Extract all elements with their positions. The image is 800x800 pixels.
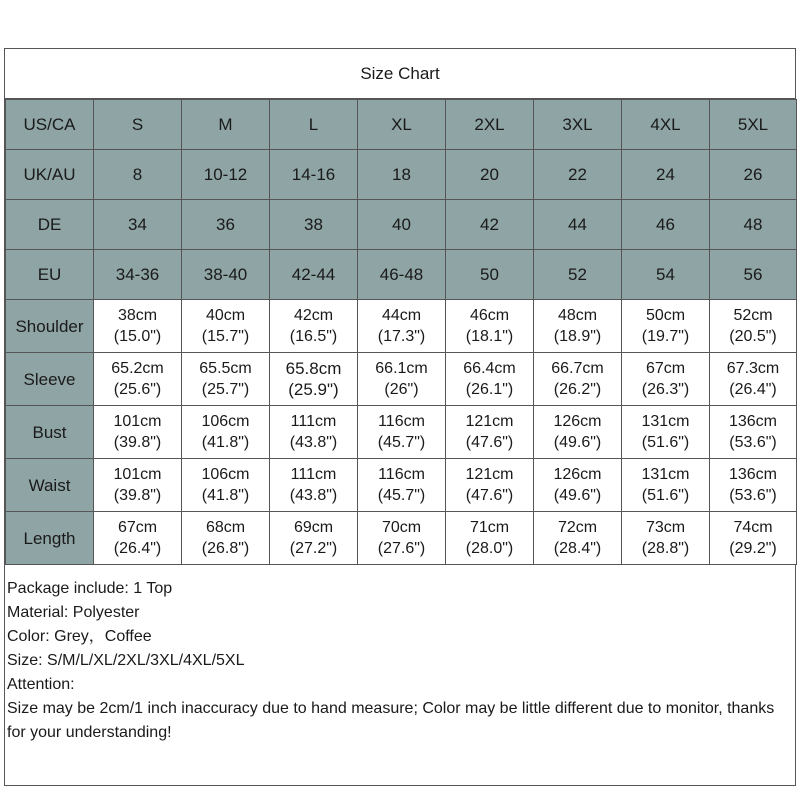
measurement-cell — [94, 353, 182, 406]
cm-value: 106cm — [201, 413, 250, 430]
cm-value: 106cm — [201, 466, 250, 483]
cm-value: 70cm — [381, 519, 422, 536]
inch-value: (51.6") — [641, 487, 690, 504]
inch-value: (15.0") — [113, 328, 162, 345]
inch-value: (26.1") — [465, 381, 514, 398]
cm-value: 65.2cm — [111, 360, 164, 377]
size-cell: 44 — [534, 200, 622, 250]
color-line: Color: Grey，Coffee — [7, 628, 152, 645]
row-label: DE — [6, 200, 94, 250]
size-cell: 36 — [182, 200, 270, 250]
cm-value: 71cm — [469, 519, 510, 536]
measurement-cell — [270, 300, 358, 353]
disclaimer-line: Size may be 2cm/1 inch inaccuracy due to hand measure; Color may be little different due to monitor, thanks for your understanding! — [7, 700, 775, 741]
size-cell: 3XL — [534, 100, 622, 150]
inch-value: (45.7") — [377, 487, 426, 504]
cm-value: 67.3cm — [726, 360, 780, 377]
size-system-row — [6, 100, 797, 150]
size-cell: 42-44 — [270, 250, 358, 300]
cm-value: 121cm — [465, 466, 514, 483]
cm-value: 116cm — [378, 413, 425, 430]
cm-value: 136cm — [728, 466, 778, 483]
inch-value: (49.6") — [553, 487, 602, 504]
inch-value: (26.4") — [113, 540, 162, 557]
size-cell: L — [270, 100, 358, 150]
inch-value: (51.6") — [641, 434, 690, 451]
inch-value: (53.6") — [729, 487, 777, 504]
package-line: Package include: 1 Top — [7, 580, 173, 597]
measurement-cell — [446, 300, 534, 353]
size-cell: 22 — [534, 150, 622, 200]
row-label: UK/AU — [6, 150, 94, 200]
size-line: Size: S/M/L/XL/2XL/3XL/4XL/5XL — [7, 652, 245, 669]
inch-value: (26.4") — [729, 381, 777, 398]
measurement-cell — [182, 300, 270, 353]
row-label: US/CA — [6, 100, 94, 150]
measurement-cell — [358, 459, 446, 512]
measurement-cell — [622, 512, 710, 565]
measurement-cell — [94, 406, 182, 459]
measurement-cell — [534, 300, 622, 353]
cm-value: 136cm — [728, 413, 778, 430]
measurement-row — [6, 459, 797, 512]
measurement-cell — [182, 459, 270, 512]
inch-value: (18.1") — [465, 328, 514, 345]
size-cell: 4XL — [622, 100, 710, 150]
size-cell: 50 — [446, 250, 534, 300]
inch-value: (28.4") — [553, 540, 602, 557]
inch-value: (25.6") — [113, 381, 162, 398]
cm-value: 74cm — [733, 519, 773, 536]
inch-value: (17.3") — [377, 328, 426, 345]
size-cell: 18 — [358, 150, 446, 200]
cm-value: 72cm — [557, 519, 598, 536]
inch-value: (19.7") — [641, 328, 690, 345]
size-cell: 48 — [710, 200, 797, 250]
inch-value: (26.3") — [641, 381, 690, 398]
measurement-cell — [358, 300, 446, 353]
measurement-cell — [534, 459, 622, 512]
measurement-cell — [94, 459, 182, 512]
inch-value: (49.6") — [553, 434, 602, 451]
cm-value: 73cm — [645, 519, 686, 536]
measurement-cell — [182, 512, 270, 565]
inch-value: (18.9") — [553, 328, 602, 345]
inch-value: (27.2") — [289, 540, 338, 557]
inch-value: (28.8") — [641, 540, 690, 557]
measurement-cell — [622, 459, 710, 512]
cm-value: 67cm — [117, 519, 158, 536]
measurement-cell — [710, 406, 797, 459]
inch-value: (25.7") — [201, 381, 250, 398]
measurement-cell — [94, 512, 182, 565]
cm-value: 131cm — [641, 413, 690, 430]
cm-value: 131cm — [641, 466, 690, 483]
size-cell: 26 — [710, 150, 797, 200]
inch-value: (43.8") — [289, 434, 338, 451]
measurement-cell — [534, 406, 622, 459]
size-chart-frame — [4, 48, 796, 786]
measurement-cell — [358, 406, 446, 459]
inch-value: (25.9") — [288, 380, 339, 399]
inch-value: (28.0") — [465, 540, 514, 557]
cm-value: 44cm — [381, 307, 422, 324]
measurement-label: Shoulder — [6, 300, 94, 353]
size-cell: 24 — [622, 150, 710, 200]
cm-value: 40cm — [205, 307, 246, 324]
size-cell: 40 — [358, 200, 446, 250]
measurement-cell — [94, 300, 182, 353]
size-cell: 42 — [446, 200, 534, 250]
size-cell: 46 — [622, 200, 710, 250]
inch-value: (39.8") — [113, 434, 162, 451]
measurement-cell — [710, 512, 797, 565]
inch-value: (41.8") — [201, 434, 250, 451]
measurement-cell — [710, 300, 797, 353]
measurement-cell — [622, 406, 710, 459]
cm-value: 101cm — [113, 466, 162, 483]
inch-value: (15.7") — [201, 328, 250, 345]
inch-value: (26") — [384, 381, 419, 398]
size-cell: 38 — [270, 200, 358, 250]
inch-value: (43.8") — [289, 487, 338, 504]
inch-value: (16.5") — [289, 328, 338, 345]
cm-value: 121cm — [465, 413, 514, 430]
size-cell: 54 — [622, 250, 710, 300]
inch-value: (20.5") — [729, 328, 777, 345]
cm-value: 126cm — [553, 466, 602, 483]
size-cell: M — [182, 100, 270, 150]
size-cell: 2XL — [446, 100, 534, 150]
size-table — [5, 99, 797, 565]
inch-value: (27.6") — [377, 540, 426, 557]
inch-value: (26.8") — [201, 540, 250, 557]
inch-value: (45.7") — [377, 434, 426, 451]
measurement-cell — [446, 353, 534, 406]
measurement-row — [6, 406, 797, 459]
cm-value: 42cm — [293, 307, 334, 324]
size-system-row — [6, 200, 797, 250]
cm-value: 66.4cm — [463, 360, 516, 377]
measurement-cell — [534, 512, 622, 565]
cm-value: 111cm — [290, 413, 337, 430]
size-chart-title: Size Chart — [5, 49, 795, 99]
cm-value: 68cm — [205, 519, 246, 536]
size-system-row — [6, 250, 797, 300]
cm-value: 126cm — [553, 413, 602, 430]
size-cell: 8 — [94, 150, 182, 200]
measurement-cell — [270, 459, 358, 512]
measurement-cell — [446, 406, 534, 459]
size-cell: 56 — [710, 250, 797, 300]
size-cell: 34 — [94, 200, 182, 250]
measurement-label: Length — [6, 512, 94, 565]
measurement-cell — [710, 353, 797, 406]
measurement-cell — [270, 512, 358, 565]
cm-value: 48cm — [557, 307, 598, 324]
inch-value: (29.2") — [729, 540, 777, 557]
cm-value: 69cm — [293, 519, 334, 536]
measurement-cell — [270, 406, 358, 459]
cm-value: 50cm — [645, 307, 686, 324]
cm-value: 65.8cm — [285, 359, 342, 378]
inch-value: (47.6") — [465, 434, 514, 451]
cm-value: 116cm — [378, 466, 425, 483]
measurement-label: Waist — [6, 459, 94, 512]
measurement-cell — [358, 353, 446, 406]
size-cell: 10-12 — [182, 150, 270, 200]
measurement-row — [6, 300, 797, 353]
size-cell: 14-16 — [270, 150, 358, 200]
measurement-cell — [710, 459, 797, 512]
measurement-cell — [446, 512, 534, 565]
row-label: EU — [6, 250, 94, 300]
size-cell: 46-48 — [358, 250, 446, 300]
measurement-cell — [534, 353, 622, 406]
measurement-cell — [182, 353, 270, 406]
measurement-label: Bust — [6, 406, 94, 459]
cm-value: 101cm — [113, 413, 162, 430]
cm-value: 66.1cm — [375, 360, 428, 377]
measurement-cell — [622, 300, 710, 353]
size-cell: 5XL — [710, 100, 797, 150]
cm-value: 67cm — [645, 360, 686, 377]
inch-value: (53.6") — [729, 434, 777, 451]
size-cell: 34-36 — [94, 250, 182, 300]
size-cell: XL — [358, 100, 446, 150]
product-notes — [7, 577, 787, 745]
inch-value: (39.8") — [113, 487, 162, 504]
size-cell: 20 — [446, 150, 534, 200]
inch-value: (47.6") — [465, 487, 514, 504]
measurement-cell — [182, 406, 270, 459]
size-cell: 38-40 — [182, 250, 270, 300]
cm-value: 111cm — [290, 466, 337, 483]
attention-line: Attention: — [7, 676, 75, 693]
measurement-row — [6, 512, 797, 565]
measurement-cell — [358, 512, 446, 565]
measurement-cell — [270, 353, 358, 406]
inch-value: (26.2") — [553, 381, 602, 398]
size-system-row — [6, 150, 797, 200]
cm-value: 38cm — [117, 307, 158, 324]
material-line: Material: Polyester — [7, 604, 140, 621]
measurement-row — [6, 353, 797, 406]
measurement-label: Sleeve — [6, 353, 94, 406]
inch-value: (41.8") — [201, 487, 250, 504]
cm-value: 52cm — [733, 307, 773, 324]
size-cell: 52 — [534, 250, 622, 300]
measurement-cell — [446, 459, 534, 512]
cm-value: 46cm — [469, 307, 510, 324]
size-cell: S — [94, 100, 182, 150]
measurement-cell — [622, 353, 710, 406]
cm-value: 66.7cm — [551, 360, 604, 377]
cm-value: 65.5cm — [199, 360, 252, 377]
